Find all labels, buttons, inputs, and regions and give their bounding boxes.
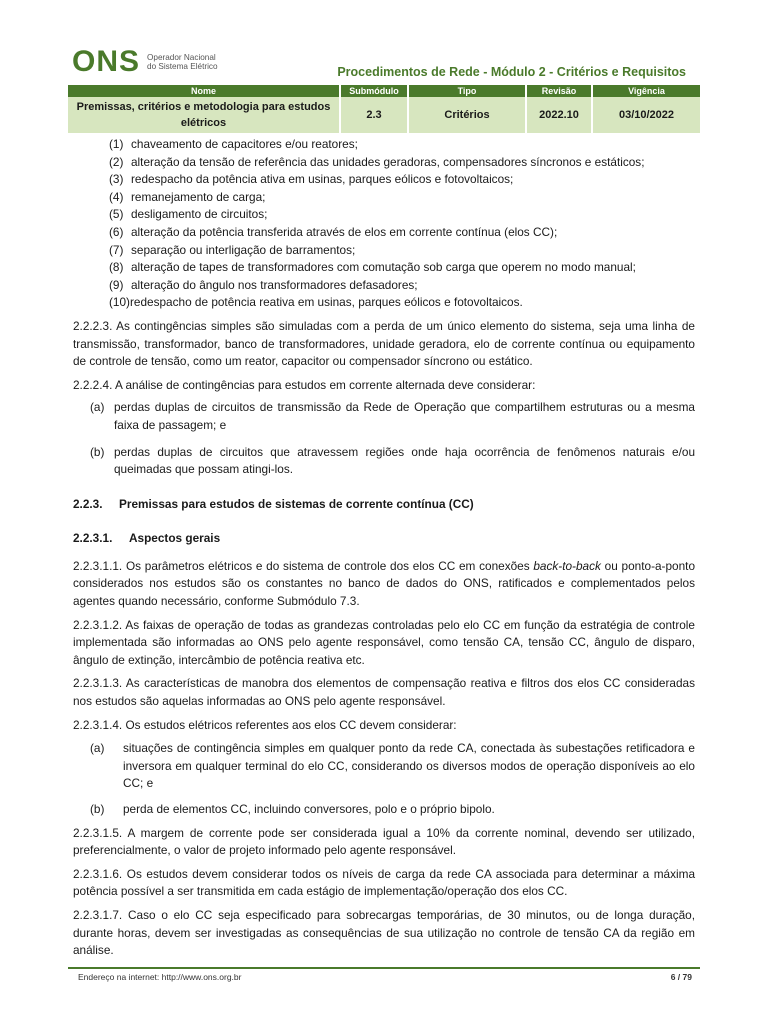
emphasis-back-to-back: back-to-back (533, 558, 601, 573)
list-item: (4) remanejamento de carga; (109, 189, 266, 204)
page-number: 6 / 79 (670, 972, 692, 982)
numbered-list (73, 136, 695, 312)
document-title: Procedimentos de Rede - Módulo 2 - Critérios e Requisitos (337, 65, 686, 79)
value-nome: Premissas, critérios e metodologia para estudos elétricos (68, 97, 340, 133)
list-item: (9) alteração do ângulo nos transformadores defasadores; (109, 277, 418, 292)
document-header-table (68, 85, 700, 133)
logo-line-1: Operador Nacional (147, 52, 216, 62)
list-item: (b) perda de elementos CC, incluindo conversores, polo e o próprio bipolo. (90, 802, 495, 816)
list-item: (6) alteração da potência transferida através de elos em corrente contínua (elos CC); (109, 224, 558, 239)
list-item: (1) chaveamento de capacitores e/ou reatores; (109, 137, 358, 151)
paragraph-2-2-3-1-3: 2.2.3.1.3. As características de manobra dos elementos de compensação reativa e filtros dos elos CC consideradas nos estudos são aquelas informadas ao ONS pelo agente responsável. (73, 676, 695, 709)
paragraph-2-2-2-3: 2.2.2.3. As contingências simples são simuladas com a perda de um único elemento do sistema, seja uma linha de transmissão, transformador, banco de transformadores, unidade geradora, elo de corrente contínua ou equipamento de controle de tensão, como um reator, capacitor ou compensador síncrono ou estático. (73, 318, 695, 369)
paragraph-2-2-3-1-7: 2.2.3.1.7. Caso o elo CC seja especificado para sobrecargas temporárias, de 30 minutos, ou de longa duração, durante horas, devem ser investigadas as consequências de sua utilização no controle de tensão CA da região em análise. (73, 907, 695, 958)
paragraph-2-2-3-1-2: 2.2.3.1.2. As faixas de operação de todas as grandezas controladas pelo elo CC em função da estratégia de controle implementada são informadas ao ONS pelo agente responsável, como tensão CA, tensão CC, ângulo de disparo, ângulo de extinção, intercâmbio de potência reativa etc. (73, 617, 695, 667)
paragraph-2-2-3-1-4: 2.2.3.1.4. Os estudos elétricos referentes aos elos CC devem considerar: (73, 717, 457, 732)
logo-line-2: do Sistema Elétrico (147, 62, 218, 71)
list-item: (7) separação ou interligação de barramentos; (109, 242, 356, 257)
value-submodulo: 2.3 (340, 97, 408, 133)
list-item: (10) redespacho de potência reativa em usinas, parques eólicos e fotovoltaicos. (109, 295, 523, 310)
list-item: (a) perdas duplas de circuitos de transmissão da Rede de Operação que compartilhem estruturas ou a mesma faixa de passagem; e (90, 400, 695, 432)
page-content (73, 136, 695, 960)
logo-mark: ONS (72, 45, 141, 78)
col-submodulo: Submódulo (340, 85, 408, 97)
col-vigencia: Vigência (592, 85, 700, 97)
list-item: (5) desligamento de circuitos; (109, 207, 268, 222)
footer-divider (68, 967, 700, 969)
header-row (68, 85, 700, 97)
paragraph-2-2-2-4: 2.2.2.4. A análise de contingências para estudos em corrente alternada deve considerar: (73, 377, 536, 392)
col-revisao: Revisão (526, 85, 592, 97)
paragraph-2-2-3-1-5: 2.2.3.1.5. A margem de corrente pode ser considerada igual a 10% da corrente nominal, devendo ser utilizado, preferencialmente, o valor de projeto informado pelo agente responsável. (73, 825, 695, 858)
logo-text (147, 53, 218, 72)
list-item: (8) alteração de tapes de transformadores com comutação sob carga que operem no modo manual; (109, 260, 636, 275)
section-heading-2-2-3: 2.2.3. Premissas para estudos de sistemas de corrente contínua (CC) (73, 496, 474, 511)
col-tipo: Tipo (408, 85, 526, 97)
values-row (68, 97, 700, 133)
col-nome: Nome (68, 85, 340, 97)
ons-logo (72, 46, 218, 78)
subsection-heading-2-2-3-1: 2.2.3.1. Aspectos gerais (73, 531, 221, 546)
list-item: (2) alteração da tensão de referência das unidades geradoras, compensadores síncronos e estáticos; (109, 154, 645, 169)
value-tipo: Critérios (408, 97, 526, 133)
paragraph-2-2-3-1-1: 2.2.3.1.1. Os parâmetros elétricos e do sistema de controle dos elos CC em conexões back-to-back ou ponto-a-ponto considerados nos estudos são os constantes no banco de dados do ONS, ratificados e complementados pelos agentes quando necessário, conforme Submódulo 7.3. (73, 558, 696, 609)
footer-address: Endereço na internet: http://www.ons.org.br (78, 972, 242, 982)
paragraph-2-2-3-1-6: 2.2.3.1.6. Os estudos devem considerar todos os níveis de carga da rede CA associada para determinar a máxima potência possível a ser transmitida em cada estágio de implementação/operação dos elos CC. (73, 866, 695, 899)
list-item: (a) situações de contingência simples em qualquer ponto da rede CA, conectada às subestações retificadora e inversora em qualquer terminal do elo CC, considerando os diversos modos de operação disponíveis ao elo CC; e (90, 741, 695, 791)
list-item: (3) redespacho da potência ativa em usinas, parques eólicos e fotovoltaicos; (109, 172, 514, 187)
list-item: (b) perdas duplas de circuitos que atravessem regiões onde haja ocorrência de fenômenos naturais e/ou queimadas que possam atingi-los. (90, 444, 695, 477)
value-vigencia: 03/10/2022 (592, 97, 700, 133)
value-revisao: 2022.10 (526, 97, 592, 133)
